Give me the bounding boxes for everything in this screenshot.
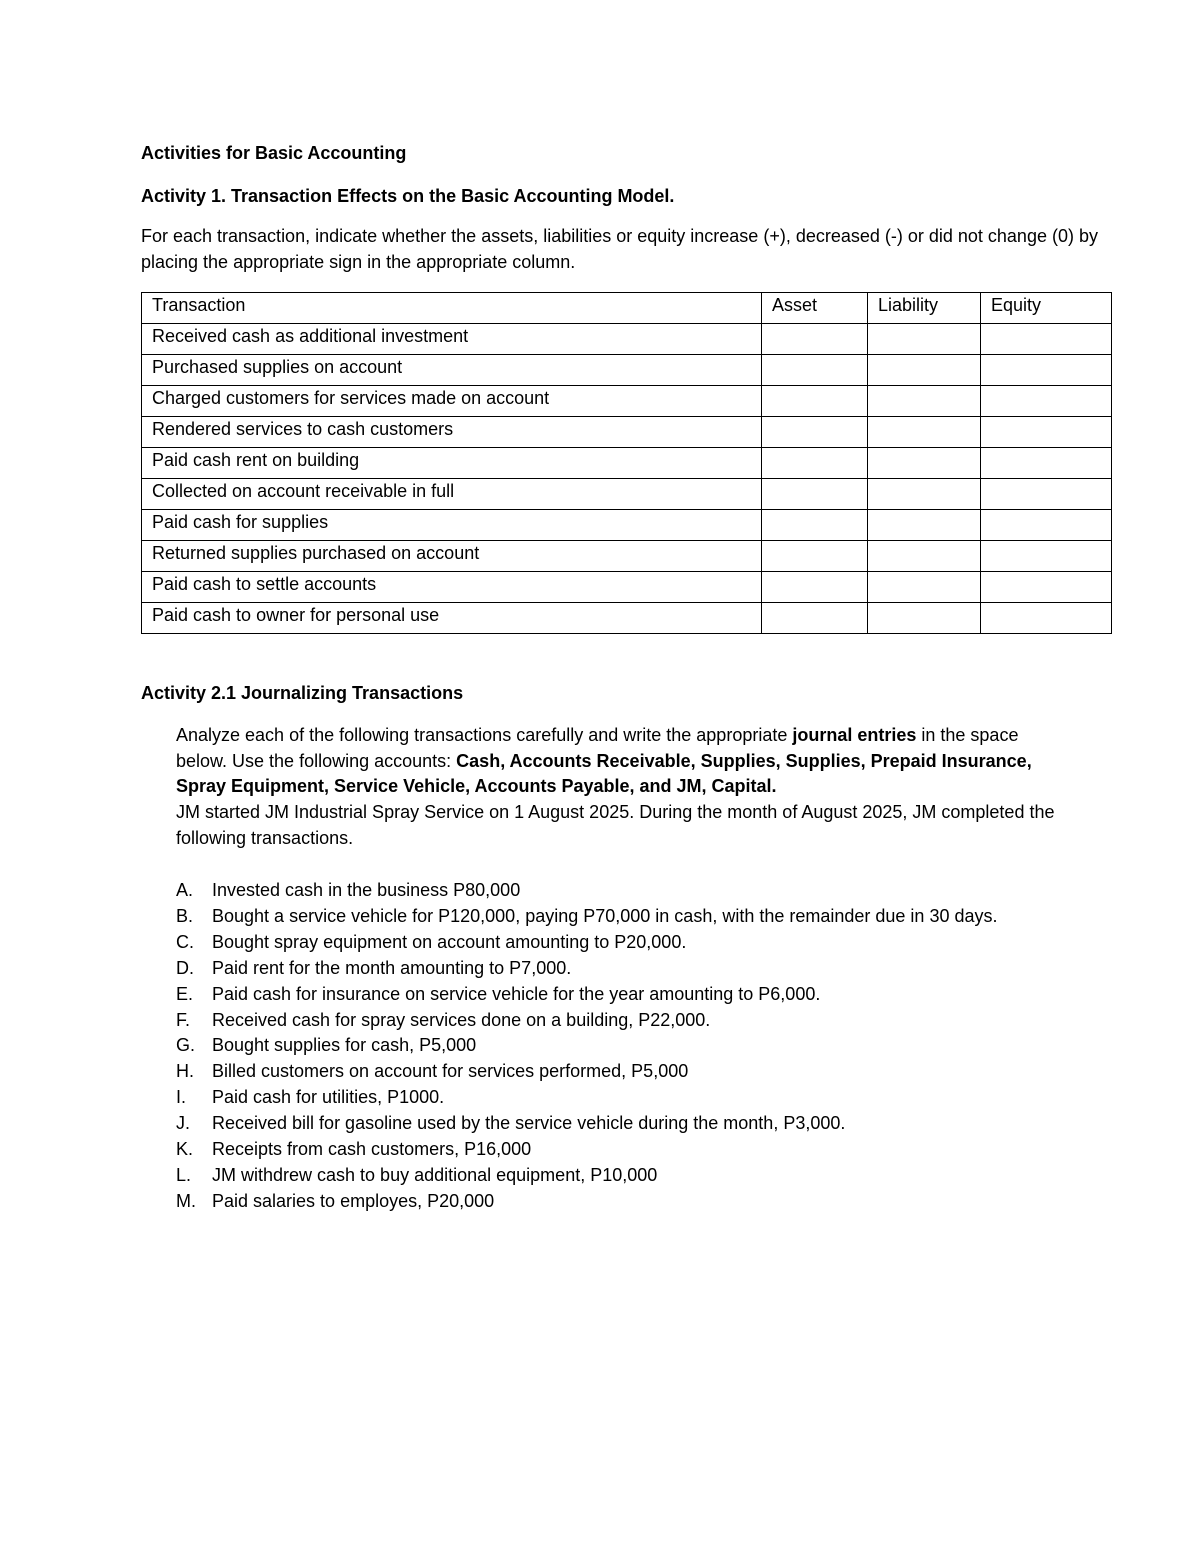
asset-cell[interactable] [762,448,868,479]
header-equity: Equity [981,293,1112,324]
equity-cell[interactable] [981,386,1112,417]
intro-background: JM started JM Industrial Spray Service on 1 August 2025. During the month of August 2025, JM completed the following transactions. [176,802,1055,848]
liability-cell[interactable] [868,417,981,448]
equity-cell[interactable] [981,572,1112,603]
list-item [176,1008,1056,1034]
liability-cell[interactable] [868,386,981,417]
transaction-text: Receipts from cash customers, P16,000 [212,1139,532,1160]
transaction-cell: Paid cash for supplies [142,510,762,541]
transaction-text: Received bill for gasoline used by the service vehicle during the month, P3,000. [212,1113,846,1134]
list-item [176,1033,1056,1059]
equity-cell[interactable] [981,448,1112,479]
liability-cell[interactable] [868,510,981,541]
liability-cell[interactable] [868,479,981,510]
equity-cell[interactable] [981,510,1112,541]
transaction-letter: J. [176,1113,191,1134]
transaction-text: Invested cash in the business P80,000 [212,880,521,900]
table-row [142,417,1112,448]
transaction-letter: A. [176,880,194,900]
asset-cell[interactable] [762,541,868,572]
table-row [142,324,1112,355]
transaction-letter: C. [176,931,194,952]
transaction-letter: D. [176,957,194,978]
transaction-text: Paid salaries to employes, P20,000 [212,1190,495,1211]
transaction-letter: K. [176,1139,194,1160]
activity2-heading: Activity 2.1 Journalizing Transactions [141,683,464,703]
transaction-text: Bought spray equipment on account amounting to P20,000. [212,931,687,952]
list-item [176,956,1056,982]
asset-cell[interactable] [762,572,868,603]
equity-cell[interactable] [981,603,1112,634]
intro-text: in the space below. Use the following accounts: [176,725,1019,771]
transaction-letter: F. [176,1009,191,1030]
transaction-letter: M. [176,1190,196,1211]
table-row [142,386,1112,417]
transaction-letter: B. [176,905,194,926]
activity1-heading: Activity 1. Transaction Effects on the Basic Accounting Model. [141,186,675,206]
transaction-cell: Paid cash to settle accounts [142,572,762,603]
intro-text: Analyze each of the following transactions carefully and write the appropriate [176,725,793,745]
transaction-cell: Rendered services to cash customers [142,417,762,448]
asset-cell[interactable] [762,479,868,510]
transactions-list [176,878,1056,1215]
liability-cell[interactable] [868,324,981,355]
table-row [142,448,1112,479]
list-item [176,1189,1056,1215]
equity-cell[interactable] [981,417,1112,448]
table-header-row [142,293,1112,324]
transaction-letter: G. [176,1035,196,1056]
transaction-letter: I. [176,1087,187,1108]
transaction-text: Paid cash for utilities, P1000. [212,1087,445,1108]
asset-cell[interactable] [762,417,868,448]
transaction-cell: Purchased supplies on account [142,355,762,386]
equity-cell[interactable] [981,324,1112,355]
asset-cell[interactable] [762,324,868,355]
transaction-cell: Returned supplies purchased on account [142,541,762,572]
activity1-instructions: For each transaction, indicate whether the assets, liabilities or equity increase (+), decreased (-) or did not change (0) by placing the appropriate sign in the appropriate column. [141,226,1098,272]
transaction-letter: L. [176,1164,192,1185]
transaction-text: Paid rent for the month amounting to P7,000. [212,957,572,978]
transaction-cell: Received cash as additional investment [142,324,762,355]
intro-emphasis-accounts: Cash, Accounts Receivable, Supplies, Supplies, Prepaid Insurance, Spray Equipment, Service Vehicle, Accounts Payable, and JM, Capital. [176,750,1032,797]
header-asset: Asset [762,293,868,324]
activity2-instructions [176,723,1056,852]
equity-cell[interactable] [981,541,1112,572]
equity-cell[interactable] [981,355,1112,386]
asset-cell[interactable] [762,386,868,417]
intro-emphasis-journal-entries: journal entries [792,725,917,745]
asset-cell[interactable] [762,510,868,541]
list-item [176,1111,1056,1137]
list-item [176,878,1056,904]
transaction-text: Bought supplies for cash, P5,000 [212,1035,477,1056]
list-item [176,1137,1056,1163]
liability-cell[interactable] [868,603,981,634]
transaction-effects-table [141,292,1112,634]
equity-cell[interactable] [981,479,1112,510]
table-row [142,541,1112,572]
liability-cell[interactable] [868,541,981,572]
table-row [142,572,1112,603]
transaction-text: Bought a service vehicle for P120,000, paying P70,000 in cash, with the remainder due in 30 days. [212,905,998,926]
transaction-text: Billed customers on account for services performed, P5,000 [212,1061,689,1082]
transaction-cell: Charged customers for services made on account [142,386,762,417]
asset-cell[interactable] [762,603,868,634]
list-item [176,1085,1056,1111]
table-row [142,603,1112,634]
transaction-cell: Paid cash to owner for personal use [142,603,762,634]
list-item [176,1059,1056,1085]
table-row [142,479,1112,510]
table-row [142,355,1112,386]
list-item [176,1163,1056,1189]
transaction-text: JM withdrew cash to buy additional equipment, P10,000 [212,1164,658,1185]
liability-cell[interactable] [868,355,981,386]
table-row [142,510,1112,541]
transaction-text: Received cash for spray services done on a building, P22,000. [212,1009,711,1030]
document-title: Activities for Basic Accounting [141,143,407,163]
list-item [176,904,1056,930]
liability-cell[interactable] [868,572,981,603]
list-item [176,930,1056,956]
transaction-letter: H. [176,1061,194,1082]
transaction-cell: Paid cash rent on building [142,448,762,479]
transaction-letter: E. [176,983,194,1004]
transaction-cell: Collected on account receivable in full [142,479,762,510]
transaction-text: Paid cash for insurance on service vehicle for the year amounting to P6,000. [212,983,821,1004]
list-item [176,982,1056,1008]
asset-cell[interactable] [762,355,868,386]
table-body [142,324,1112,634]
header-transaction: Transaction [142,293,762,324]
liability-cell[interactable] [868,448,981,479]
header-liability: Liability [868,293,981,324]
